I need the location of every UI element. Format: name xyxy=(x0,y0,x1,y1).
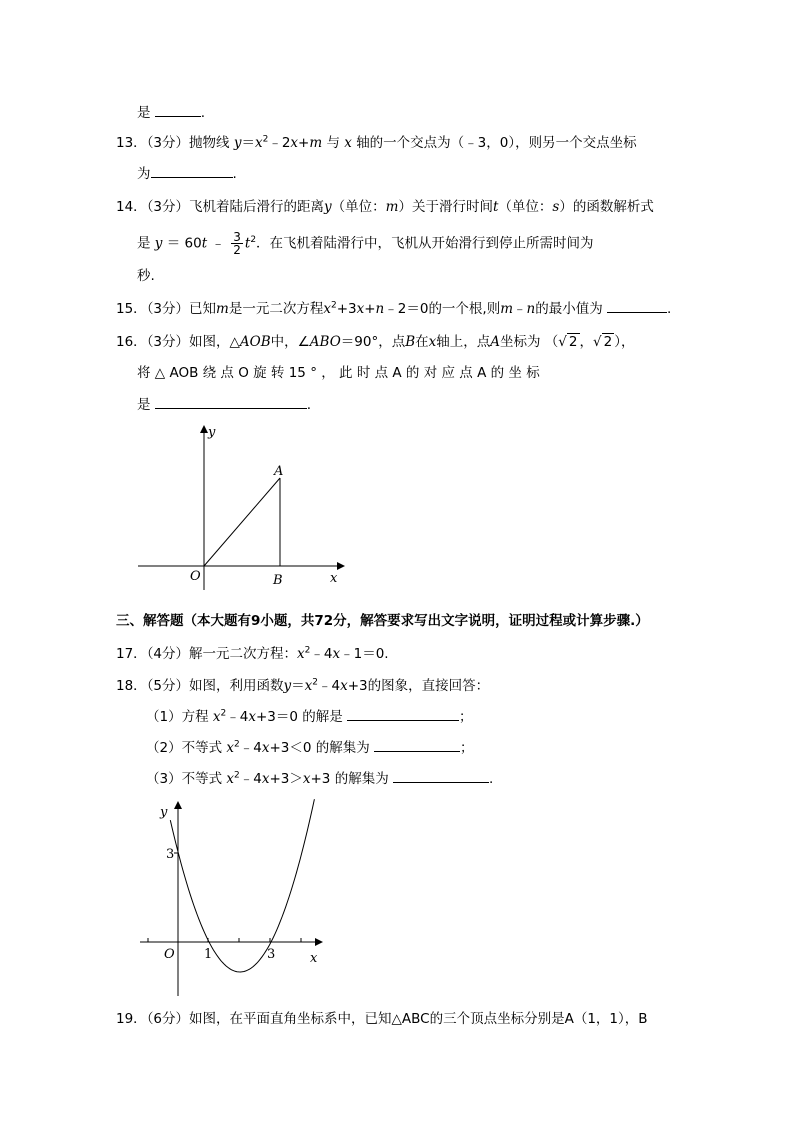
question-15: 15．（3分）已知m是一元二次方程$x^2+3x+n﹣2=0$的一个根,则m﹣n的最小值为 . xyxy=(116,300,672,317)
answer-blank[interactable] xyxy=(151,165,233,178)
question-18-part-3: （3）不等式 $x^2﹣4x+3>x+3$ 的解集为 . xyxy=(146,770,494,787)
question-16: 16．（3分）如图，△AOB中，∠ABO＝90°，点B在x轴上，点A坐标为 （√ 2 ，√ 2 ）， xyxy=(116,334,635,350)
origin-label: O xyxy=(164,947,175,962)
answer-blank[interactable] xyxy=(347,708,459,721)
y-axis-label: y xyxy=(208,425,216,440)
question-14: 14．（3分）飞机着陆后滑行的距离y（单位：m）关于滑行时间t（单位：s）的函数解析式 xyxy=(116,199,654,215)
parabola-curve xyxy=(170,799,314,972)
answer-blank[interactable] xyxy=(393,770,489,783)
figure-triangle-aob xyxy=(136,420,356,590)
x-axis-label: x xyxy=(330,571,338,586)
y-tick-3-label: 3 xyxy=(166,847,175,862)
point-b-label: B xyxy=(273,573,283,588)
answer-blank[interactable] xyxy=(155,396,307,409)
answer-blank[interactable] xyxy=(374,739,460,752)
question-16-cont: 将 △ AOB 绕 点 O 旋 转 15 ° ， 此 时 点 A 的 对 应 点 A 的 坐 标 xyxy=(137,365,540,381)
answer-blank[interactable] xyxy=(607,300,667,313)
segment-oa xyxy=(204,478,280,566)
question-13: 13．（3分）抛物线 $y=x^2﹣2x+m$ 与 x 轴的一个交点为（﹣3，0），则另一个交点坐标 xyxy=(116,134,637,151)
y-axis-label: y xyxy=(160,805,168,820)
point-a-label: A xyxy=(274,464,284,479)
figure-parabola xyxy=(138,796,338,1001)
question-14-end: 秒. xyxy=(137,268,155,284)
x-tick-1-label: 1 xyxy=(204,947,213,962)
section-3-title: 三、解答题（本大题有9小题，共72分，解答要求写出文字说明，证明过程或计算步骤.） xyxy=(116,613,649,629)
question-14-cont: 是 y ＝ 60t ﹣ $\frac{3}{2}$ $t^2$．在飞机着陆滑行中，飞机从开始滑行到停止所需时间为 xyxy=(137,230,594,257)
origin-label: O xyxy=(190,569,201,584)
question-16-end: 是 . xyxy=(137,397,312,413)
question-18-part-1: （1）方程 $x^2﹣4x+3=0$ 的解是 ； xyxy=(146,708,473,725)
question-13-cont: 为 . xyxy=(137,166,237,182)
fraction: $\frac{3}{2}$ xyxy=(233,230,241,257)
x-tick-3-label: 3 xyxy=(267,947,276,962)
question-18-part-2: （2）不等式 $x^2﹣4x+3<0$ 的解集为 ； xyxy=(146,739,474,756)
question-18: 18．（5分）如图，利用函数$y=x^2﹣4x+3$的图象，直接回答： xyxy=(116,677,490,694)
x-axis-label: x xyxy=(310,951,318,966)
answer-blank[interactable] xyxy=(155,104,201,117)
question-17: 17．（4分）解一元二次方程：$x^2﹣4x﹣1=0$. xyxy=(116,645,389,662)
q12-tail: 是 . xyxy=(137,105,206,121)
question-19: 19．（6分）如图，在平面直角坐标系中，已知△ABC的三个顶点坐标分别是A（1，1），B xyxy=(116,1011,648,1027)
